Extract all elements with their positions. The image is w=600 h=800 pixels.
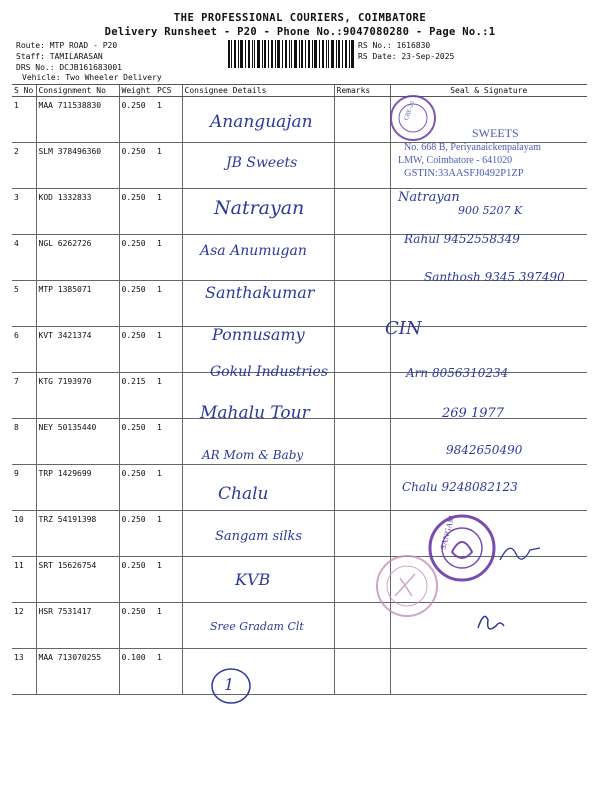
- route-label: Route: MTP ROAD - P20: [16, 41, 118, 50]
- row-pcs: 1: [155, 373, 182, 419]
- row-sno: 7: [12, 373, 36, 419]
- row-remarks: [334, 557, 390, 603]
- row-pcs: 1: [155, 97, 182, 143]
- row-weight: 0.250: [119, 97, 155, 143]
- row-sno: 8: [12, 419, 36, 465]
- consignee-handwriting: Santhakumar: [205, 283, 315, 302]
- rs-date: RS Date: 23-Sep-2025: [358, 52, 455, 61]
- signature-handwriting: 900 5207 K: [458, 204, 523, 217]
- row-sno: 10: [12, 511, 36, 557]
- row-pcs: 1: [155, 511, 182, 557]
- consignee-handwriting: AR Mom & Baby: [202, 448, 304, 462]
- row-consignment-no: NGL 6262726: [36, 235, 119, 281]
- row-consignment-no: MAA 713070255: [36, 649, 119, 695]
- consignee-handwriting: Mahalu Tour: [200, 403, 310, 423]
- row-remarks: [334, 511, 390, 557]
- row-seal-signature: [390, 419, 587, 465]
- row-remarks: [334, 143, 390, 189]
- table-header-row: [12, 85, 587, 97]
- row-remarks: [334, 327, 390, 373]
- row-pcs: 1: [155, 603, 182, 649]
- col-header-consignee: Consignee Details: [182, 85, 334, 97]
- row-pcs: 1: [155, 557, 182, 603]
- row-weight: 0.250: [119, 603, 155, 649]
- row-seal-signature: [390, 603, 587, 649]
- consignee-handwriting: Ponnusamy: [212, 325, 305, 344]
- row-consignment-no: TRP 1429699: [36, 465, 119, 511]
- row-weight: 0.250: [119, 143, 155, 189]
- row-weight: 0.250: [119, 511, 155, 557]
- row-consignment-no: KOD 1332833: [36, 189, 119, 235]
- row-weight: 0.250: [119, 419, 155, 465]
- row-sno: 2: [12, 143, 36, 189]
- row-consignment-no: HSR 7531417: [36, 603, 119, 649]
- consignee-handwriting: Sree Gradam Clt: [210, 620, 304, 633]
- signature-handwriting: 9842650490: [446, 443, 523, 457]
- row-pcs: 1: [155, 649, 182, 695]
- sweets-stamp-city: LMW, Coimbatore - 641020: [398, 155, 513, 166]
- drs-number: DRS No.: DCJB161683001: [16, 63, 122, 72]
- company-title: THE PROFESSIONAL COURIERS, COIMBATORE: [173, 12, 427, 24]
- row-consignment-no: NEY 50135440: [36, 419, 119, 465]
- row-seal-signature: [390, 649, 587, 695]
- signature-handwriting: 269 1977: [442, 406, 505, 421]
- row-pcs: 1: [155, 235, 182, 281]
- row-consignment-no: KTG 7193970: [36, 373, 119, 419]
- row-weight: 0.250: [119, 327, 155, 373]
- sweets-stamp-name: SWEETS: [472, 126, 519, 140]
- row-pcs: 1: [155, 327, 182, 373]
- page-mark: 1: [224, 675, 235, 694]
- consignee-handwriting: KVB: [235, 570, 271, 589]
- row-remarks: [334, 603, 390, 649]
- row-sno: 6: [12, 327, 36, 373]
- row-weight: 0.250: [119, 465, 155, 511]
- row-consignment-no: MTP 1385071: [36, 281, 119, 327]
- row-seal-signature: [390, 511, 587, 557]
- row-sno: 11: [12, 557, 36, 603]
- signature-handwriting: Arn 8056310234: [406, 366, 509, 380]
- row-pcs: 1: [155, 465, 182, 511]
- row-remarks: [334, 281, 390, 327]
- row-weight: 0.250: [119, 557, 155, 603]
- row-weight: 0.250: [119, 281, 155, 327]
- row-remarks: [334, 465, 390, 511]
- col-header-pcs: PCS: [155, 85, 182, 97]
- vehicle-label: Vehicle: Two Wheeler Delivery: [22, 73, 162, 82]
- row-pcs: 1: [155, 189, 182, 235]
- signature-handwriting: Natrayan: [398, 190, 460, 205]
- sangam-stamp-text: SANGAM: [438, 514, 457, 551]
- row-weight: 0.250: [119, 189, 155, 235]
- consignee-handwriting: Chalu: [218, 484, 269, 504]
- row-pcs: 1: [155, 281, 182, 327]
- row-consignment-no: MAA 711538830: [36, 97, 119, 143]
- signature-handwriting: Rahul 9452558349: [404, 232, 520, 246]
- runsheet-subtitle: Delivery Runsheet - P20 - Phone No.:9047080280 - Page No.:1: [104, 26, 496, 38]
- signature-handwriting: Santhosh 9345 397490: [424, 270, 565, 284]
- row-remarks: [334, 419, 390, 465]
- consignee-handwriting: Ananguajan: [210, 112, 313, 132]
- col-header-sno: S No: [12, 85, 36, 97]
- row-remarks: [334, 373, 390, 419]
- row-sno: 5: [12, 281, 36, 327]
- round-stamp-text: CBE-20: [403, 100, 417, 122]
- row-consignment-no: TRZ 54191398: [36, 511, 119, 557]
- signature-handwriting: Chalu 9248082123: [402, 480, 518, 494]
- row-weight: 0.215: [119, 373, 155, 419]
- row-pcs: 1: [155, 419, 182, 465]
- rs-number: RS No.: 1616830: [358, 41, 431, 50]
- col-header-consignment: Consignment No: [36, 85, 119, 97]
- col-header-weight: Weight: [119, 85, 155, 97]
- consignee-handwriting: JB Sweets: [226, 155, 298, 171]
- consignee-handwriting: Natrayan: [214, 197, 305, 219]
- barcode: [228, 40, 354, 68]
- consignee-handwriting: Sangam silks: [215, 529, 303, 544]
- row-consignee-details: [182, 649, 334, 695]
- row-remarks: [334, 189, 390, 235]
- row-consignment-no: KVT 3421374: [36, 327, 119, 373]
- staff-label: Staff: TAMILARASAN: [16, 52, 103, 61]
- sweets-stamp-gstin: GSTIN:33AASFJ0492P1ZP: [404, 168, 524, 179]
- col-header-signature: Seal & Signature: [390, 85, 587, 97]
- row-seal-signature: [390, 557, 587, 603]
- row-sno: 12: [12, 603, 36, 649]
- row-sno: 13: [12, 649, 36, 695]
- row-sno: 1: [12, 97, 36, 143]
- sweets-stamp-address: No. 668 B, Periyanaickenpalayam: [404, 142, 541, 153]
- consignee-handwriting: Gokul Industries: [210, 364, 329, 380]
- row-weight: 0.100: [119, 649, 155, 695]
- table-row: [12, 649, 587, 695]
- row-consignment-no: SRT 15626754: [36, 557, 119, 603]
- row-sno: 4: [12, 235, 36, 281]
- signature-handwriting: CIN: [385, 318, 422, 339]
- consignee-handwriting: Asa Anumugan: [200, 243, 307, 259]
- col-header-remarks: Remarks: [334, 85, 390, 97]
- row-consignment-no: SLM 378496360: [36, 143, 119, 189]
- row-remarks: [334, 235, 390, 281]
- row-remarks: [334, 97, 390, 143]
- row-remarks: [334, 649, 390, 695]
- table-row: [12, 557, 587, 603]
- row-sno: 9: [12, 465, 36, 511]
- row-pcs: 1: [155, 143, 182, 189]
- row-sno: 3: [12, 189, 36, 235]
- row-weight: 0.250: [119, 235, 155, 281]
